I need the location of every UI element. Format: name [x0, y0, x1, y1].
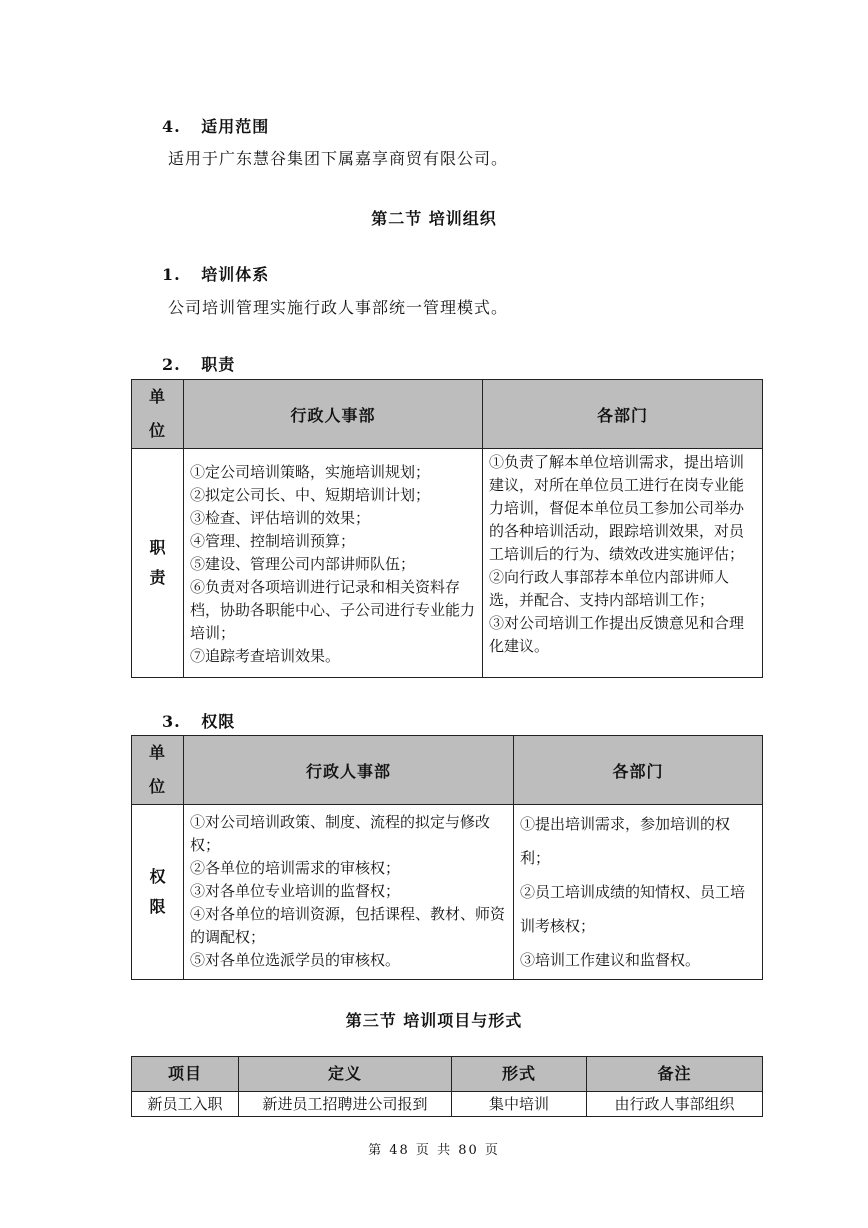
admin-duties-cell	[184, 449, 483, 678]
dept-duties-cell	[483, 449, 763, 678]
admin-duty-item: ③检查、评估培训的效果；	[190, 509, 371, 527]
dept-authority-cell	[514, 805, 763, 980]
authority-label-2: 限	[149, 897, 166, 916]
duties-number: 2.	[162, 355, 181, 374]
admin-duty-item: ⑥负责对各项培训进行记录和相关资料存档，协助各职能中心、子公司进行专业能力培训；	[190, 578, 476, 642]
duties-row-label	[132, 449, 184, 678]
table-cell: 新员工入职	[132, 1092, 239, 1117]
table-cell: 由行政人事部组织	[587, 1092, 763, 1117]
all-depts-header: 各部门	[514, 736, 763, 805]
duties-label-1: 职	[149, 538, 166, 557]
admin-duty-item: ④管理、控制培训预算；	[190, 532, 356, 550]
admin-authority-item: ④对各单位的培训资源，包括课程、教材、师资的调配权；	[190, 905, 506, 946]
authority-label-1: 权	[149, 867, 166, 886]
unit-label-1: 单	[148, 743, 166, 762]
admin-dept-header: 行政人事部	[184, 736, 514, 805]
col-header-remarks: 备注	[587, 1057, 763, 1092]
section-3-title: 第三节 培训项目与形式	[345, 1011, 523, 1030]
admin-authority-item: ③对各单位专业培训的监督权；	[190, 882, 401, 900]
admin-authority-item: ⑤对各单位选派学员的审核权。	[190, 951, 401, 969]
admin-duty-item: ②拟定公司长、中、短期培训计划；	[190, 486, 431, 504]
section-2-title: 第二节 培训组织	[371, 209, 497, 228]
admin-dept-header: 行政人事部	[184, 380, 483, 449]
duties-title: 职责	[201, 355, 236, 374]
authority-number: 3.	[162, 712, 181, 731]
dept-authority-item: ①提出培训需求，参加培训的权利；	[520, 815, 731, 867]
authority-row-label	[132, 805, 184, 980]
section-4-title: 适用范围	[201, 117, 270, 136]
dept-duty-item: ②向行政人事部荐本单位内部讲师人选，并配合、支持内部培训工作；	[489, 568, 730, 609]
training-items-table	[131, 1056, 763, 1117]
dept-authority-item: ②员工培训成绩的知情权、员工培训考核权；	[520, 883, 746, 935]
col-header-format: 形式	[452, 1057, 587, 1092]
authority-title: 权限	[201, 712, 236, 731]
admin-duty-item: ⑤建设、管理公司内部讲师队伍；	[190, 555, 416, 573]
training-system-title: 培训体系	[201, 265, 270, 284]
duties-table	[131, 379, 763, 678]
authority-heading	[162, 709, 235, 732]
col-header-item: 项目	[132, 1057, 239, 1092]
unit-label-2: 位	[148, 421, 166, 440]
section-4-heading	[162, 114, 269, 137]
admin-authority-item: ②各单位的培训需求的审核权；	[190, 859, 401, 877]
col-header-definition: 定义	[239, 1057, 452, 1092]
duties-label-2: 责	[149, 568, 166, 587]
section-4-number: 4.	[162, 117, 181, 136]
dept-duty-item: ①负责了解本单位培训需求，提出培训建议，对所在单位员工进行在岗专业能力培训，督促本单位员工参加公司举办的各种培训活动，跟踪培训效果，对员工培训后的行为、绩效改进实施评估；	[489, 453, 745, 563]
dept-duty-item: ③对公司培训工作提出反馈意见和合理化建议。	[489, 614, 745, 655]
all-depts-header: 各部门	[483, 380, 763, 449]
training-system-number: 1.	[162, 265, 181, 284]
admin-duty-item: ①定公司培训策略，实施培训规划；	[190, 463, 431, 481]
page-footer: 第 48 页 共 80 页	[368, 1143, 500, 1158]
authority-table	[131, 735, 763, 980]
admin-authority-item: ①对公司培训政策、制度、流程的拟定与修改权；	[190, 813, 491, 854]
table-row	[132, 1092, 763, 1117]
section-4-text: 适用于广东慧谷集团下属嘉享商贸有限公司。	[168, 149, 509, 168]
admin-authority-cell	[184, 805, 514, 980]
unit-label-1: 单	[148, 387, 166, 406]
training-system-heading	[162, 262, 269, 285]
unit-header-cell	[132, 736, 184, 805]
unit-header-cell	[132, 380, 184, 449]
duties-heading	[162, 352, 235, 375]
table-cell: 新进员工招聘进公司报到	[239, 1092, 452, 1117]
dept-authority-item: ③培训工作建议和监督权。	[520, 951, 701, 969]
admin-duty-item: ⑦追踪考查培训效果。	[190, 647, 341, 665]
training-system-text: 公司培训管理实施行政人事部统一管理模式。	[168, 298, 509, 317]
table-cell: 集中培训	[452, 1092, 587, 1117]
unit-label-2: 位	[148, 777, 166, 796]
